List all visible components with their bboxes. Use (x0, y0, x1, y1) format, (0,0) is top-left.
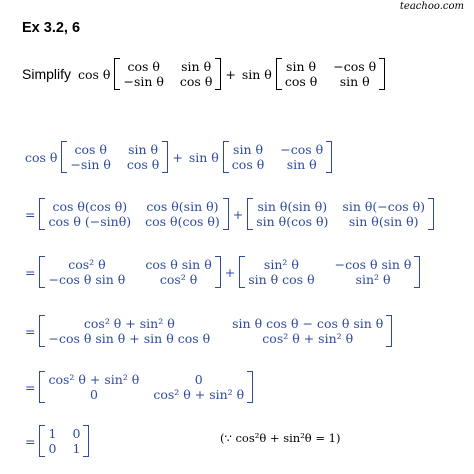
solution-step-2 (22, 198, 435, 230)
matrix-cell: −cos θ sin θ + sin θ cos θ (48, 331, 211, 346)
matrix-cell: cos θ (231, 157, 265, 172)
step-matrix-1 (39, 256, 220, 288)
equals-sign: = (25, 264, 36, 280)
solution-step-4 (22, 315, 393, 347)
matrix-cell: sin θ(sin θ) (348, 214, 419, 229)
matrix-cell: −cos θ sin θ (334, 257, 412, 272)
matrix-cell: cos θ (179, 74, 213, 89)
matrix-cell: −cos θ sin θ (48, 272, 126, 287)
bracket-right (162, 141, 168, 173)
identity-note: (∵ cos²θ + sin²θ = 1) (220, 431, 341, 445)
bracket-right (414, 256, 420, 288)
matrix-cell: cos θ (127, 59, 160, 74)
plus-sign: + (172, 149, 183, 165)
matrix-cell: sin θ(cos θ) (256, 214, 329, 229)
step-matrix (39, 425, 89, 457)
matrix-cell: cos θ (126, 157, 160, 172)
bracket-right (326, 141, 332, 173)
bracket-right (379, 58, 385, 90)
equals-sign: = (25, 433, 36, 449)
plus-sign: + (224, 264, 236, 280)
matrix-cell: cos² θ + sin² θ (153, 387, 245, 402)
solution-step-6 (22, 425, 90, 457)
matrix-cell: cos θ (−sinθ) (48, 214, 132, 229)
bracket-right (223, 198, 229, 230)
step-matrix-1 (61, 141, 168, 173)
matrix-cell: sin θ (128, 142, 159, 157)
step-matrix-2 (239, 256, 420, 288)
matrix-cell: sin θ (286, 157, 317, 172)
matrix-cell: −sin θ (70, 157, 111, 172)
matrix-cell: 0 (72, 426, 81, 441)
bracket-right (215, 256, 221, 288)
plus-sign: + (225, 66, 236, 82)
matrix-cell: sin θ(−cos θ) (342, 199, 426, 214)
matrix-cell: sin θ(sin θ) (257, 199, 328, 214)
matrix-cell: cos² θ + sin² θ (262, 331, 354, 346)
matrix-cell: −cos θ (333, 59, 377, 74)
equals-sign: = (25, 379, 36, 395)
matrix-cell: cos θ sin θ (145, 257, 212, 272)
matrix-cell: 1 (72, 441, 81, 456)
matrix-cell: cos θ (284, 74, 318, 89)
matrix-cell: sin² θ (263, 257, 299, 272)
question-row (22, 58, 386, 90)
bracket-right (386, 315, 392, 347)
step-coef-2: sin θ (188, 149, 219, 165)
matrix-cell: cos² θ + sin² θ (83, 316, 175, 331)
plus-sign: + (232, 206, 244, 222)
matrix-cell: 0 (89, 387, 98, 402)
matrix-cell: cos² θ (68, 257, 106, 272)
bracket-right (83, 425, 89, 457)
matrix-cell: sin θ cos θ (248, 272, 315, 287)
bracket-right (247, 371, 253, 403)
equals-sign: = (25, 323, 36, 339)
question-coef-1: cos θ (78, 66, 111, 82)
step-matrix (39, 315, 392, 347)
solution-step-1 (22, 141, 333, 173)
matrix-cell: cos² θ (159, 272, 198, 287)
equals-sign: = (25, 206, 36, 222)
matrix-cell: cos θ(cos θ) (52, 199, 128, 214)
watermark: teachoo.com (399, 1, 464, 12)
matrix-cell: −sin θ (123, 74, 164, 89)
matrix-cell: cos θ(sin θ) (146, 199, 219, 214)
step-matrix-1 (39, 198, 228, 230)
matrix-cell: cos θ (74, 142, 107, 157)
matrix-cell: sin² θ (355, 272, 391, 287)
bracket-right (428, 198, 434, 230)
bracket-right (215, 58, 221, 90)
step-matrix-2 (223, 141, 332, 173)
matrix-cell: sin θ (181, 59, 212, 74)
matrix-cell: 0 (194, 372, 203, 387)
solution-step-3 (22, 256, 421, 288)
step-coef-1: cos θ (25, 149, 58, 165)
question-matrix-1 (114, 58, 221, 90)
solution-step-5 (22, 371, 254, 403)
matrix-cell: sin θ cos θ − cos θ sin θ (232, 316, 384, 331)
matrix-cell: cos θ(cos θ) (145, 214, 220, 229)
exercise-title: Ex 3.2, 6 (22, 20, 81, 36)
question-intro: Simplify (22, 66, 72, 82)
matrix-cell: 1 (48, 426, 57, 441)
matrix-cell: cos² θ + sin² θ (48, 372, 140, 387)
question-coef-2: sin θ (241, 66, 272, 82)
step-matrix (39, 371, 253, 403)
matrix-cell: 0 (48, 441, 57, 456)
matrix-cell: sin θ (286, 59, 317, 74)
matrix-cell: −cos θ (280, 142, 324, 157)
question-matrix-2 (276, 58, 385, 90)
matrix-cell: sin θ (233, 142, 263, 157)
matrix-cell: sin θ (339, 74, 370, 89)
step-matrix-2 (247, 198, 434, 230)
